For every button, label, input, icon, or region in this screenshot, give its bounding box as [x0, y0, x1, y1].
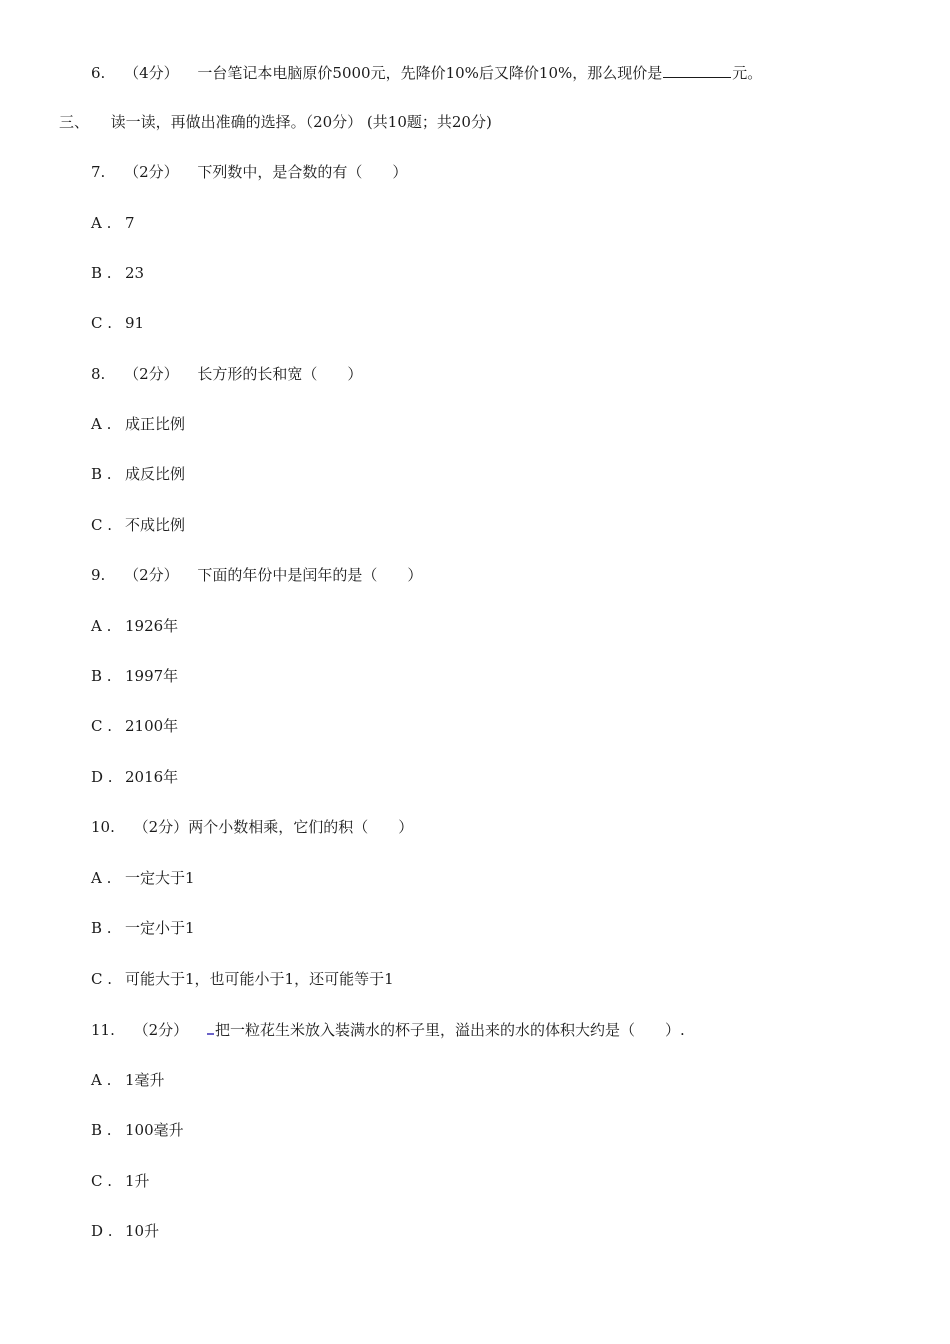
- question-6: [91, 62, 762, 82]
- option-text: 一定小于1: [125, 919, 195, 937]
- option-text: 可能大于1，也可能小于1，还可能等于1: [125, 970, 394, 988]
- option-letter: A .: [91, 1071, 112, 1089]
- text-cursor-marker: [207, 1019, 214, 1035]
- question-number: 10.: [91, 818, 115, 836]
- option-letter: C .: [91, 970, 113, 988]
- option-text: 不成比例: [125, 516, 186, 534]
- option-a[interactable]: [91, 414, 185, 434]
- option-b[interactable]: [91, 464, 185, 484]
- question-number: 7.: [91, 163, 106, 181]
- answer-blank[interactable]: [663, 62, 731, 78]
- option-letter: C .: [91, 1172, 113, 1190]
- option-letter: C .: [91, 314, 113, 332]
- option-c[interactable]: [91, 515, 185, 535]
- question-11: [91, 1019, 685, 1039]
- question-number: 6.: [91, 64, 106, 82]
- question-number: 8.: [91, 365, 106, 383]
- option-text: 100毫升: [125, 1121, 184, 1139]
- option-text: 成反比例: [125, 465, 186, 483]
- option-letter: D .: [91, 1222, 113, 1240]
- option-a[interactable]: [91, 868, 195, 888]
- option-d[interactable]: [91, 767, 178, 787]
- option-c[interactable]: [91, 313, 144, 333]
- option-a[interactable]: [91, 1070, 165, 1090]
- question-7: [91, 162, 407, 182]
- option-text: 2100年: [125, 717, 179, 735]
- question-text: 下面的年份中是闰年的是（ ）: [197, 566, 423, 584]
- option-b[interactable]: [91, 918, 195, 938]
- option-b[interactable]: [91, 1120, 184, 1140]
- question-9: [91, 565, 422, 585]
- option-letter: B .: [91, 465, 112, 483]
- option-letter: B .: [91, 1121, 112, 1139]
- option-b[interactable]: [91, 263, 144, 283]
- question-text-suffix: 元。: [732, 64, 763, 82]
- option-letter: B .: [91, 667, 112, 685]
- option-letter: A .: [91, 617, 112, 635]
- section-title: 读一读，再做出准确的选择。（20分） (共10题；共20分): [110, 113, 492, 131]
- option-letter: B .: [91, 919, 112, 937]
- option-a[interactable]: [91, 213, 135, 233]
- option-c[interactable]: [91, 1171, 150, 1191]
- option-text: 一定大于1: [125, 869, 195, 887]
- question-text: 两个小数相乘，它们的积（ ）: [188, 818, 414, 836]
- question-number: 11.: [91, 1021, 115, 1039]
- question-text: 一台笔记本电脑原价5000元，先降价10%后又降价10%，那么现价是: [197, 64, 663, 82]
- option-c[interactable]: [91, 969, 394, 989]
- option-letter: A .: [91, 869, 112, 887]
- option-text: 23: [125, 264, 145, 282]
- option-a[interactable]: [91, 616, 178, 636]
- option-letter: A .: [91, 415, 112, 433]
- option-letter: B .: [91, 264, 112, 282]
- option-text: 91: [125, 314, 145, 332]
- option-text: 10升: [125, 1222, 160, 1240]
- option-letter: C .: [91, 717, 113, 735]
- question-text: 下列数中，是合数的有（ ）: [197, 163, 408, 181]
- question-score: （2分）: [133, 818, 189, 836]
- option-text: 1毫升: [125, 1071, 165, 1089]
- option-c[interactable]: [91, 716, 178, 736]
- option-d[interactable]: [91, 1221, 159, 1241]
- question-score: （2分）: [124, 566, 179, 584]
- option-text: 1升: [125, 1172, 150, 1190]
- section-number: 三、: [59, 113, 90, 131]
- question-8: [91, 364, 362, 384]
- question-score: （2分）: [133, 1021, 189, 1039]
- question-text: 长方形的长和宽（ ）: [197, 365, 363, 383]
- option-text: 1926年: [125, 617, 179, 635]
- question-number: 9.: [91, 566, 106, 584]
- question-score: （4分）: [124, 64, 179, 82]
- option-letter: D .: [91, 768, 113, 786]
- question-score: （2分）: [124, 163, 179, 181]
- section-heading: [59, 112, 492, 132]
- question-text: 把一粒花生米放入装满水的杯子里，溢出来的水的体积大约是（ ）.: [214, 1021, 685, 1039]
- option-text: 成正比例: [125, 415, 186, 433]
- option-text: 1997年: [125, 667, 179, 685]
- question-score: （2分）: [124, 365, 179, 383]
- question-10: [91, 817, 413, 837]
- option-b[interactable]: [91, 666, 178, 686]
- option-text: 7: [125, 214, 135, 232]
- option-letter: C .: [91, 516, 113, 534]
- option-letter: A .: [91, 214, 112, 232]
- option-text: 2016年: [125, 768, 179, 786]
